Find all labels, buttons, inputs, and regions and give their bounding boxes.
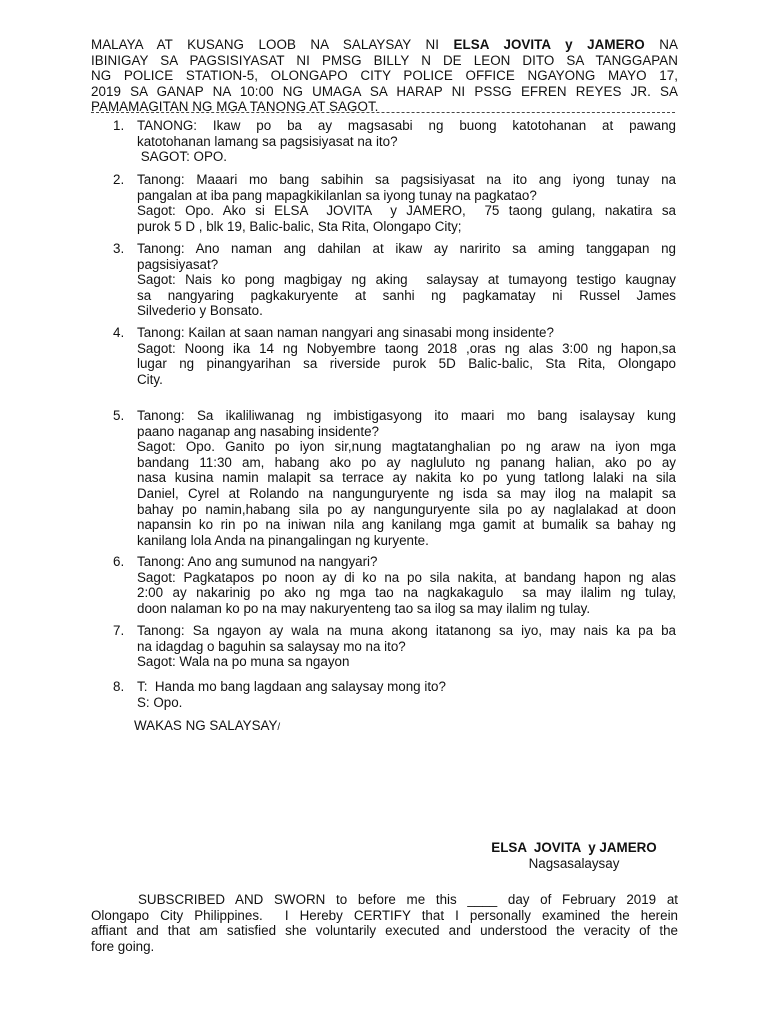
heading-line: IBINIGAY SA PAGSISIYASAT NI PMSG BILLY N DE LEON DITO SA TANGGAPAN — [91, 52, 678, 68]
answer-line: purok 5 D , blk 19, Balic-balic, Sta Rita, Olongapo City; — [137, 218, 462, 234]
closing-slash: / — [277, 722, 281, 733]
answer-line: kanilang lola Anda na pinangalingan ng kuryente. — [137, 532, 429, 548]
signature-block — [478, 840, 670, 871]
qa-body — [137, 325, 676, 387]
affiant-name: ELSA JOVITA y JAMERO — [491, 840, 657, 855]
qa-body — [137, 118, 676, 165]
question-line: Tanong: Sa ngayon ay wala na muna akong itatanong sa iyo, may nais ka pa ba — [137, 623, 676, 638]
dashed-divider — [91, 112, 675, 113]
jurat-line: affiant and that am satisfied she voluntarily executed and understood the veracity of the — [91, 923, 678, 939]
question-line: paano naganap ang nasabing insidente? — [137, 423, 379, 439]
question-line: na idagdag o baguhin sa salaysay mo na ito? — [137, 638, 406, 654]
answer-line: napansin ko rin po na iniwan nila ang kanilang mga gamit at bumalik sa bahay ng — [137, 517, 676, 533]
answer-line: Sagot: Wala na po muna sa ngayon — [137, 654, 350, 670]
heading-line: NG POLICE STATION-5, OLONGAPO CITY POLICE OFFICE NGAYONG MAYO 17, — [91, 68, 678, 84]
affiant-role: Nagsasalaysay — [528, 855, 620, 871]
question-line: katotohanan lamang sa pagsisiyasat na ito? — [137, 133, 398, 149]
answer-line: SAGOT: OPO. — [137, 149, 228, 165]
answer-line: Sagot: Pagkatapos po noon ay di ko na po sila nakita, at bandang hapon ng alas — [137, 569, 676, 585]
answer-line: City. — [137, 371, 163, 387]
item-number: 8. — [113, 679, 125, 694]
heading-line — [91, 37, 678, 53]
statement-heading — [91, 37, 678, 115]
question-line: Tanong: Sa ikaliliwanag ng imbistigasyong ito maari mo bang isalaysay kung — [137, 408, 676, 423]
answer-line: sa nangyaring pagkakuryente at sanhi ng pagkamatay ni Russel James — [137, 287, 676, 303]
answer-line: Sagot: Opo. Ganito po iyon sir,nung magtatanghalian po ng araw na iyon mga — [137, 439, 676, 455]
qa-body — [137, 241, 676, 319]
heading-line: 2019 SA GANAP NA 10:00 NG UMAGA SA HARAP NI PSSG EFREN REYES JR. SA — [91, 83, 678, 99]
item-number: 4. — [113, 325, 125, 340]
closing-statement — [134, 718, 280, 736]
answer-line: Silvederio y Bonsato. — [137, 303, 263, 319]
qa-body — [137, 623, 676, 670]
question-line: Tanong: Ano ang sumunod na nangyari? — [137, 554, 378, 569]
question-line: Tanong: Ano naman ang dahilan at ikaw ay naririto sa aming tanggapan ng — [137, 241, 676, 256]
heading-text: MALAYA AT KUSANG LOOB NA SALAYSAY NI — [91, 37, 454, 52]
qa-body — [137, 554, 676, 616]
item-number: 3. — [113, 241, 125, 256]
heading-text: NA — [644, 37, 678, 52]
question-line: Tanong: Kailan at saan naman nangyari ang sinasabi mong insidente? — [137, 325, 554, 340]
qa-body — [137, 172, 676, 234]
answer-line: 2:00 ay nakarinig po ako ng mga tao na nagkakagulo sa may ilalim ng tulay, — [137, 585, 676, 601]
jurat-line: Olongapo City Philippines. I Hereby CERTIFY that I personally examined the herein — [91, 907, 678, 923]
answer-line: Sagot: Opo. Ako si ELSA JOVITA y JAMERO, 75 taong gulang, nakatira sa — [137, 203, 676, 219]
item-number: 2. — [113, 172, 125, 187]
affiant-name-heading: ELSA JOVITA y JAMERO — [453, 37, 645, 52]
answer-line: Daniel, Cyrel at Rolando na nangunguryente ng isda sa may ilog na malapit sa — [137, 485, 676, 501]
answer-line: bahay po namin,habang sila po ay nangunguryente sila po ay naglalakad at doon — [137, 501, 676, 517]
answer-line: nasa kusina namin malapit sa terrace ay nakita ko po yung tatlong lalaki na sila — [137, 470, 676, 486]
closing-text: WAKAS NG SALAYSAY — [134, 718, 278, 733]
answer-line: S: Opo. — [137, 694, 183, 710]
question-line: pangalan at iba pang mapagkikilanlan sa iyong tunay na pagkatao? — [137, 187, 537, 203]
answer-line: lugar ng pinangyarihan sa riverside purok 5D Balic-balic, Sta Rita, Olongapo — [137, 356, 676, 372]
heading-line: PAMAMAGITAN NG MGA TANONG AT SAGOT. — [91, 99, 379, 115]
answer-line: doon nalaman ko po na may nakuryenteng tao sa ilog sa may ilalim ng tulay. — [137, 600, 591, 616]
jurat-line: fore going. — [91, 938, 155, 954]
qa-body — [137, 679, 676, 710]
answer-line: Sagot: Noong ika 14 ng Nobyembre taong 2018 ,oras ng alas 3:00 ng hapon,sa — [137, 340, 676, 356]
jurat-paragraph — [91, 892, 678, 954]
question-line: Tanong: Maaari mo bang sabihin sa pagsisiyasat na ito ang iyong tunay na — [137, 172, 676, 187]
answer-line: Sagot: Nais ko pong magbigay ng aking salaysay at tumayong testigo kaugnay — [137, 272, 676, 288]
question-line: pagsisiyasat? — [137, 256, 219, 272]
question-line: T: Handa mo bang lagdaan ang salaysay mong ito? — [137, 679, 446, 694]
question-line: TANONG: Ikaw po ba ay magsasabi ng buong katotohanan at pawang — [137, 118, 676, 133]
qa-body — [137, 408, 676, 548]
answer-line: bandang 11:30 am, habang ako po ay nagluluto ng panang halian, ako po ay — [137, 454, 676, 470]
item-number: 7. — [113, 623, 125, 638]
item-number: 1. — [113, 118, 125, 133]
jurat-line: SUBSCRIBED AND SWORN to before me this ____ day of February 2019 at — [138, 892, 678, 907]
item-number: 5. — [113, 408, 125, 423]
item-number: 6. — [113, 554, 125, 569]
